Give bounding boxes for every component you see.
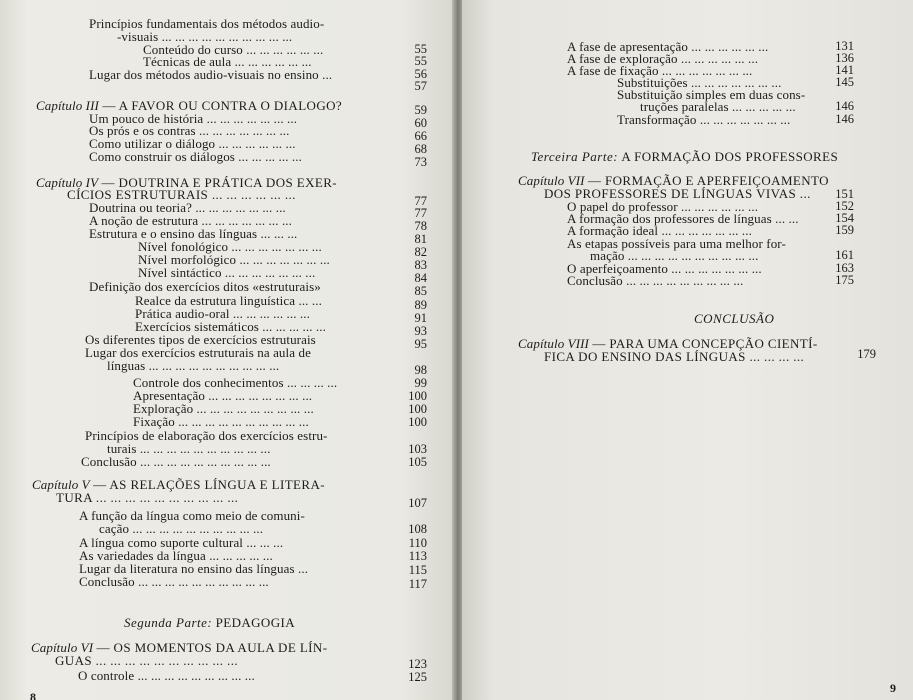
- toc-entry: A formação ideal ... ... ... ... ... ... ...: [567, 223, 752, 238]
- toc-page-number: 77: [414, 194, 427, 208]
- toc-entry: Nível morfológico ... ... ... ... ... ... ...: [138, 252, 330, 267]
- toc-entry: Realce da estrutura linguística ... ...: [135, 293, 322, 308]
- toc-page-number: 100: [408, 402, 427, 416]
- chapter-label: Capítulo VII: [518, 173, 585, 188]
- toc-page-number: 161: [835, 248, 854, 262]
- toc-page-number: 110: [408, 536, 427, 550]
- toc-page-number: 108: [408, 522, 427, 536]
- toc-entry: Como construir os diálogos ... ... ... ... ...: [89, 149, 302, 164]
- toc-page-number: 100: [408, 415, 427, 429]
- toc-page-number: 89: [414, 298, 427, 312]
- toc-entry: A noção de estrutura ... ... ... ... ... ... ...: [89, 213, 293, 228]
- toc-entry: Estrutura e o ensino das línguas ... ... ...: [89, 226, 298, 241]
- toc-page-number: 117: [408, 577, 427, 591]
- toc-page-number: 154: [835, 211, 854, 225]
- table-of-contents-right: [462, 0, 913, 700]
- toc-entry: Conclusão ... ... ... ... ... ... ... ... ... ...: [81, 454, 271, 469]
- toc-entry: FICA DO ENSINO DAS LÍNGUAS ... ... ... ...: [544, 349, 805, 364]
- toc-page-number: 68: [414, 142, 427, 156]
- toc-entry: -visuais ... ... ... ... ... ... ... ... ... ...: [117, 29, 293, 44]
- toc-page-number: 66: [414, 129, 427, 143]
- toc-entry: Técnicas de aula ... ... ... ... ... ...: [143, 54, 312, 69]
- toc-entry: mação ... ... ... ... ... ... ... ... ... ...: [590, 248, 759, 263]
- toc-entry: Conclusão ... ... ... ... ... ... ... ... ...: [567, 273, 744, 288]
- left-page: [0, 0, 455, 700]
- part-title: A FORMAÇÃO DOS PROFESSORES: [621, 149, 839, 164]
- toc-entry: A fase de exploração ... ... ... ... ... ...: [567, 51, 759, 66]
- part-label: Terceira Parte:: [531, 149, 619, 164]
- toc-page-number: 55: [414, 42, 427, 56]
- toc-page-number: 82: [414, 245, 427, 259]
- toc-entry: Conclusão ... ... ... ... ... ... ... ... ... ...: [79, 574, 269, 589]
- toc-entry: A língua como suporte cultural ... ... ...: [79, 535, 284, 550]
- toc-page-number: 146: [835, 112, 854, 126]
- chapter-title: — PARA UMA CONCEPÇÃO CIENTÍ-: [592, 336, 818, 351]
- toc-entry: Princípios fundamentais dos métodos audio-: [89, 16, 325, 31]
- toc-entry: Transformação ... ... ... ... ... ... ...: [617, 112, 791, 127]
- toc-page-number: 100: [408, 389, 427, 403]
- page-folio: 8: [30, 690, 36, 700]
- toc-entry: Exploração ... ... ... ... ... ... ... ... ...: [133, 401, 314, 416]
- toc-page-number: 107: [408, 496, 427, 510]
- chapter-label: Capítulo V: [32, 477, 90, 492]
- toc-page-number: 55: [414, 54, 427, 68]
- chapter-title: — FORMAÇÃO E APERFEIÇOAMENTO: [587, 173, 829, 188]
- toc-page-number: 93: [414, 324, 427, 338]
- toc-page-number: 151: [835, 187, 854, 201]
- toc-entry: GUAS ... ... ... ... ... ... ... ... ... ...: [55, 653, 238, 668]
- toc-page-number: 141: [835, 63, 854, 77]
- toc-entry: línguas ... ... ... ... ... ... ... ... ... ...: [107, 358, 280, 373]
- toc-page-number: 84: [414, 271, 427, 285]
- toc-entry: O controle ... ... ... ... ... ... ... ... ...: [78, 668, 255, 683]
- toc-page-number: 103: [408, 442, 427, 456]
- toc-page-number: 146: [835, 99, 854, 113]
- toc-entry: Os diferentes tipos de exercícios estruturais: [85, 332, 316, 347]
- toc-entry: Fixação ... ... ... ... ... ... ... ... ... ...: [133, 414, 309, 429]
- toc-page-number: 57: [414, 79, 427, 93]
- toc-page-number: 131: [835, 39, 854, 53]
- toc-page-number: 125: [408, 670, 427, 684]
- toc-entry: turais ... ... ... ... ... ... ... ... ... ...: [107, 441, 271, 456]
- toc-page-number: 145: [835, 75, 854, 89]
- toc-entry: Definição dos exercícios ditos «estruturais»: [89, 279, 321, 294]
- toc-page-number: 163: [835, 261, 854, 275]
- chapter-label: Capítulo III: [36, 98, 99, 113]
- chapter-label: Capítulo IV: [36, 175, 99, 190]
- toc-entry: Exercícios sistemáticos ... ... ... ... ...: [135, 319, 326, 334]
- toc-entry: A fase de apresentação ... ... ... ... ... ...: [567, 39, 769, 54]
- toc-page-number: 136: [835, 51, 854, 65]
- toc-entry: Lugar dos exercícios estruturais na aula de: [85, 345, 311, 360]
- toc-entry: Os prós e os contras ... ... ... ... ... ... ...: [89, 123, 290, 138]
- toc-entry: Prática audio-oral ... ... ... ... ... ...: [135, 306, 310, 321]
- toc-page-number: 91: [414, 311, 427, 325]
- toc-entry: Como utilizar o diálogo ... ... ... ... ... ...: [89, 136, 296, 151]
- toc-page-number: 81: [414, 232, 427, 246]
- toc-page-number: 152: [835, 199, 854, 213]
- toc-page-number: 85: [414, 284, 427, 298]
- toc-entry: cação ... ... ... ... ... ... ... ... ... ...: [99, 521, 264, 536]
- toc-entry: Nível sintáctico ... ... ... ... ... ... ...: [138, 265, 316, 280]
- toc-entry: TURA ... ... ... ... ... ... ... ... ... ...: [56, 490, 239, 505]
- toc-page-number: 78: [414, 219, 427, 233]
- toc-entry: A formação dos professores de línguas ... ...: [567, 211, 799, 226]
- toc-entry: Apresentação ... ... ... ... ... ... ... ...: [133, 388, 313, 403]
- toc-page-number: 99: [414, 376, 427, 390]
- toc-page-number: 105: [408, 455, 427, 469]
- part-heading: [124, 616, 295, 629]
- toc-page-number: 95: [414, 337, 427, 351]
- chapter-label: Capítulo VIII: [518, 336, 589, 351]
- table-of-contents-left: [0, 0, 455, 700]
- toc-entry: Conteúdo do curso ... ... ... ... ... ...: [143, 42, 324, 57]
- toc-page-number: 175: [835, 273, 854, 287]
- part-heading: CONCLUSÃO: [694, 311, 775, 326]
- toc-page-number: 115: [408, 563, 427, 577]
- toc-entry: Substituição simples em duas cons-: [617, 87, 806, 102]
- chapter-label: Capítulo VI: [31, 640, 94, 655]
- toc-page-number: 123: [408, 657, 427, 671]
- toc-entry: Doutrina ou teoria? ... ... ... ... ... ... ...: [89, 200, 286, 215]
- toc-page-number: 179: [857, 347, 876, 361]
- toc-entry: Nível fonológico ... ... ... ... ... ... ...: [138, 239, 322, 254]
- toc-entry: O papel do professor ... ... ... ... ... ...: [567, 199, 759, 214]
- toc-entry: Substituições ... ... ... ... ... ... ...: [617, 75, 782, 90]
- part-title: PEDAGOGIA: [215, 615, 296, 630]
- toc-entry: Lugar dos métodos audio-visuais no ensino ...: [89, 67, 333, 82]
- toc-page-number: 159: [835, 223, 854, 237]
- chapter-title: — DOUTRINA E PRÁTICA DOS EXER-: [101, 175, 338, 190]
- toc-page-number: 60: [414, 116, 427, 130]
- page-folio: 9: [890, 681, 896, 695]
- toc-entry: Um pouco de história ... ... ... ... ... ... ...: [89, 111, 298, 126]
- toc-page-number: 73: [414, 155, 427, 169]
- toc-page-number: 56: [414, 67, 427, 81]
- toc-entry: A função da língua como meio de comuni-: [79, 508, 305, 523]
- toc-entry: As etapas possíveis para uma melhor for-: [567, 236, 786, 251]
- toc-page-number: 77: [414, 206, 427, 220]
- chapter-title: — A FAVOR OU CONTRA O DIALOGO?: [102, 98, 343, 113]
- toc-entry: truções paralelas ... ... ... ... ...: [640, 99, 796, 114]
- toc-page-number: 83: [414, 258, 427, 272]
- part-heading: [531, 150, 838, 163]
- toc-entry: CÍCIOS ESTRUTURAIS ... ... ... ... ... ...: [67, 187, 296, 202]
- part-label: Segunda Parte:: [124, 615, 213, 630]
- toc-entry: DOS PROFESSORES DE LÍNGUAS VIVAS ...: [544, 186, 811, 201]
- toc-entry: As variedades da língua ... ... ... ... ...: [79, 548, 273, 563]
- toc-page-number: 98: [414, 363, 427, 377]
- toc-entry: O aperfeiçoamento ... ... ... ... ... ... ...: [567, 261, 762, 276]
- right-page: [462, 0, 913, 700]
- toc-entry: Lugar da literatura no ensino das línguas ...: [79, 561, 309, 576]
- toc-entry: Controle dos conhecimentos ... ... ... ...: [133, 375, 338, 390]
- chapter-title: — OS MOMENTOS DA AULA DE LÍN-: [96, 640, 328, 655]
- toc-entry: A fase de fixação ... ... ... ... ... ... ...: [567, 63, 753, 78]
- toc-page-number: 59: [414, 103, 427, 117]
- toc-page-number: 113: [408, 549, 427, 563]
- chapter-title: — AS RELAÇÕES LÍNGUA E LITERA-: [93, 477, 325, 492]
- toc-entry: Princípios de elaboração dos exercícios estru-: [85, 428, 328, 443]
